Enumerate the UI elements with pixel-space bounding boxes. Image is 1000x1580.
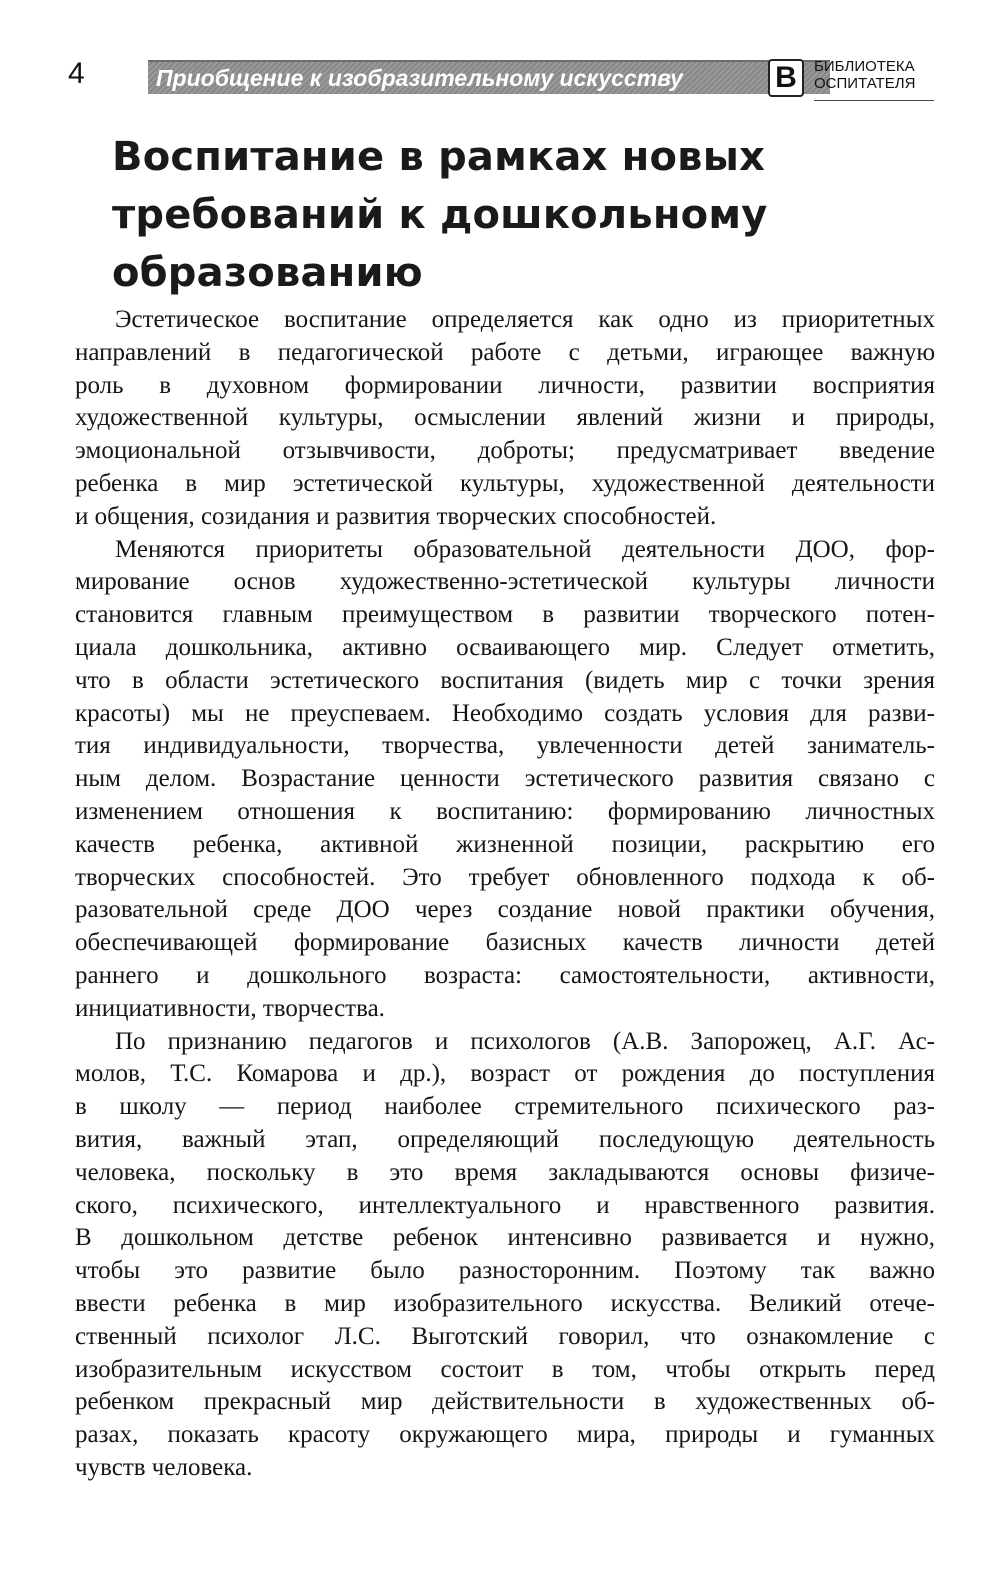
text-line: тия индивидуальности, творчества, увлеченности детей заниматель- [75,732,935,760]
text-line: красоты) мы не преуспеваем. Необходимо создать условия для разви- [75,699,935,727]
text-line: раннего и дошкольного возраста: самостоятельности, активности, [75,961,935,989]
text-line: обеспечивающей формирование базисных качеств личности детей [75,929,935,957]
brand-logo-text [814,58,915,92]
text-line: изобразительным искусством состоит в том, чтобы открыть перед [75,1355,935,1383]
text-line: изменением отношения к воспитанию: формированию личностных [75,797,935,825]
text-line: ственный психолог Л.С. Выготский говорил, что ознакомление с [75,1322,935,1350]
brand-line-2: ОСПИТАТЕЛЯ [814,75,916,92]
text-line: художественной культуры, осмыслении явлений жизни и природы, [75,404,935,432]
text-line: По признанию педагогов и психологов (А.В. Запорожец, А.Г. Ас- [115,1027,935,1055]
heading-line: Воспитание в рамках новых [112,134,766,180]
brand-logo-letter: В [768,59,804,97]
text-line: роль в духовном формировании личности, развитии восприятия [75,371,935,399]
text-line: что в области эстетического воспитания (видеть мир с точки зрения [75,666,935,694]
text-line: ввести ребенка в мир изобразительного искусства. Великий отече- [75,1289,935,1317]
header-divider [814,100,934,101]
page-header [68,52,934,104]
text-line: в школу — период наиболее стремительного психического раз- [75,1093,935,1121]
text-line: и общения, созидания и развития творческих способностей. [75,502,717,530]
heading-line: требований к дошкольному [112,192,768,238]
heading-line: образованию [112,250,423,296]
text-line: Эстетическое воспитание определяется как одно из приоритетных [115,306,935,333]
chapter-heading [112,128,932,302]
text-line: разах, показать красоту окружающего мира, природы и гуманных [75,1421,935,1449]
text-line: становится главным преимуществом в развитии творческого потен- [75,601,935,629]
brand-line-1: БИБЛИОТЕКА [814,58,915,75]
page-number: 4 [68,57,85,90]
text-line: циала дошкольника, активно осваивающего мир. Следует отметить, [75,633,935,661]
text-line: инициативности, творчества. [75,994,385,1022]
text-line: мирование основ художественно-эстетической культуры личности [75,568,935,596]
text-line: качеств ребенка, активной жизненной позиции, раскрытию его [75,830,935,858]
text-line: эмоциональной отзывчивости, доброты; предусматривает введение [75,437,935,465]
text-line: ского, психического, интеллектуального и нравственного развития. [75,1191,935,1219]
paragraph-2 [75,534,935,1026]
text-line: творческих способностей. Это требует обновленного подхода к об- [75,863,935,891]
running-title: Приобщение к изобразительному искусству [156,65,683,91]
paragraph-3 [75,1026,935,1485]
text-line: ребенком прекрасный мир действительности в художественных об- [75,1388,935,1416]
text-line: разовательной среде ДОО через создание новой практики обучения, [75,896,935,924]
text-line: чтобы это развитие было разносторонним. Поэтому так важно [75,1257,935,1285]
text-line: ным делом. Возрастание ценности эстетического развития связано с [75,765,935,793]
text-line: ребенка в мир эстетической культуры, художественной деятельности [75,469,935,497]
text-line: вития, важный этап, определяющий последующую деятельность [75,1125,935,1153]
text-line: направлений в педагогической работе с детьми, играющее важную [75,338,935,366]
text-line: чувств человека. [75,1453,253,1481]
text-line: Меняются приоритеты образовательной деятельности ДОО, фор- [115,535,935,563]
text-line: человека, поскольку в это время закладываются основы физиче- [75,1158,935,1186]
paragraph-1 [75,304,935,534]
running-title-band [148,60,830,94]
body-text [75,304,935,1485]
text-line: В дошкольном детстве ребенок интенсивно развивается и нужно, [75,1224,935,1252]
text-line: молов, Т.С. Комарова и др.), возраст от рождения до поступления [75,1060,935,1088]
